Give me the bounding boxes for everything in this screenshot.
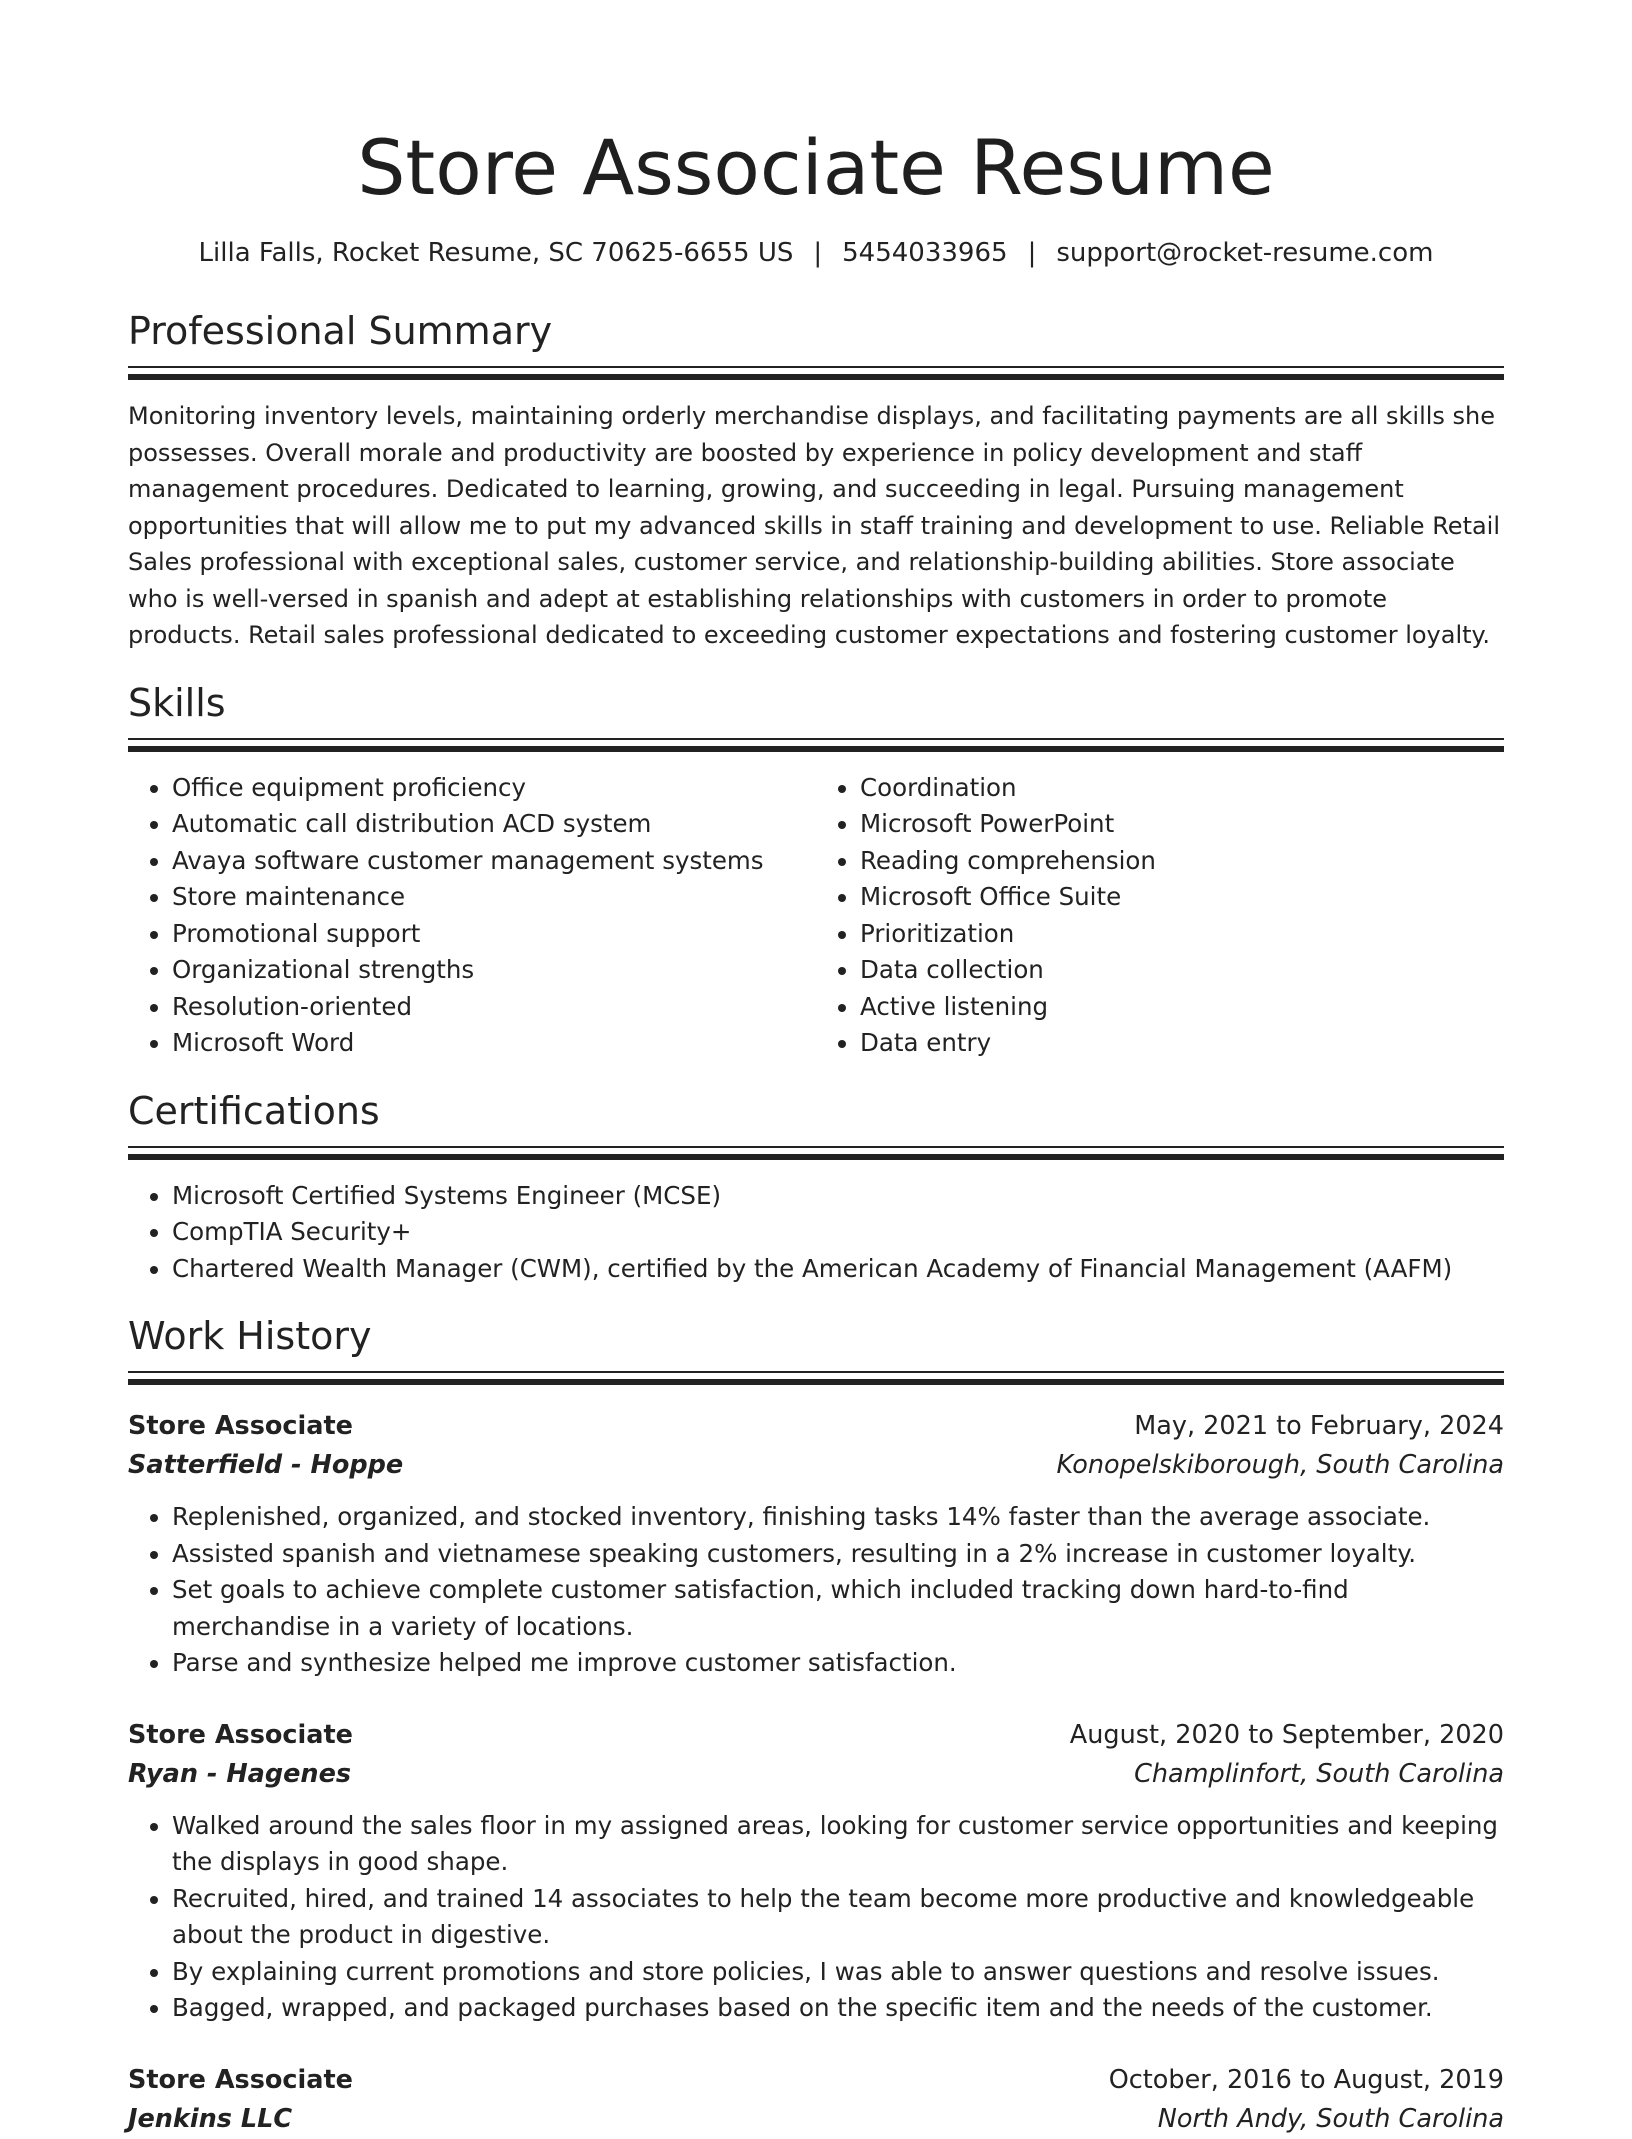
contact-separator: | — [813, 238, 823, 268]
job-location: North Andy, South Carolina — [1157, 2103, 1504, 2134]
skill-item: • Organizational strengths — [172, 952, 816, 989]
skill-item: • Data entry — [860, 1025, 1504, 1062]
work-history-section — [128, 1313, 1504, 2139]
skill-item: • Reading comprehension — [860, 843, 1504, 880]
job-dates: October, 2016 to August, 2019 — [1108, 2064, 1504, 2095]
skills-list-left — [128, 770, 816, 1062]
job-dates: August, 2020 to September, 2020 — [1069, 1719, 1504, 1750]
job-company-row — [128, 2100, 1504, 2139]
section-heading-skills: Skills — [128, 680, 226, 725]
section-divider — [128, 366, 1504, 380]
job-bullet: • Recruited, hired, and trained 14 associates to help the team become more productive and knowledgeable about the product in digestive. — [172, 1881, 1504, 1954]
job-entry — [128, 2061, 1504, 2139]
skill-item: • Prioritization — [860, 916, 1504, 953]
job-company: Jenkins LLC — [128, 2103, 293, 2134]
job-bullet-list — [128, 1808, 1504, 2027]
job-bullet: • Parse and synthesize helped me improve customer satisfaction. — [172, 1645, 1504, 1682]
section-divider — [128, 1371, 1504, 1385]
contact-email: support@rocket-resume.com — [1056, 238, 1434, 268]
contact-phone: 5454033965 — [842, 238, 1008, 268]
job-dates: May, 2021 to February, 2024 — [1134, 1411, 1504, 1441]
job-company: Satterfield - Hoppe — [128, 1450, 404, 1480]
summary-text: Monitoring inventory levels, maintaining orderly merchandise displays, and facilitating payments are all skills she possesses. Overall morale and productivity are boosted by experience in policy development and staff management procedures. Dedicated to learning, growing, and succeeding in legal. Pursuing management opportunities that will allow me to put my advanced skills in staff training and development to use. Reliable Retail Sales professional with exceptional sales, customer service, and relationship-building abilities. Store associate who is well-versed in spanish and adept at establishing relationships with customers in order to promote products. Retail sales professional dedicated to exceeding customer expectations and fostering customer loyalty. — [128, 402, 1501, 649]
skill-item: • Microsoft Office Suite — [860, 879, 1504, 916]
skill-item: • Avaya software customer management systems — [172, 843, 816, 880]
job-title: Store Associate — [128, 1411, 353, 1441]
skill-item: • Microsoft Word — [172, 1025, 816, 1062]
skill-item: • Office equipment proficiency — [172, 770, 816, 807]
job-entry — [128, 1716, 1504, 2027]
skill-item: • Microsoft PowerPoint — [860, 806, 1504, 843]
contact-line — [128, 236, 1504, 270]
job-entry — [128, 1407, 1504, 1682]
section-heading-summary: Professional Summary — [128, 309, 553, 353]
skill-item: • Promotional support — [172, 916, 816, 953]
certifications-list — [128, 1178, 1504, 1288]
section-heading-work-history: Work History — [128, 1314, 372, 1358]
job-title: Store Associate — [128, 2064, 353, 2095]
certification-item: • Microsoft Certified Systems Engineer (MCSE) — [172, 1178, 1504, 1215]
skill-item: • Coordination — [860, 770, 1504, 807]
certifications-section — [128, 1088, 1504, 1288]
job-bullet: • By explaining current promotions and store policies, I was able to answer questions and resolve issues. — [172, 1954, 1504, 1991]
job-company: Ryan - Hagenes — [128, 1758, 352, 1789]
section-heading-certifications: Certifications — [128, 1088, 380, 1133]
skills-grid — [128, 770, 1504, 1062]
job-bullet-list — [128, 1499, 1504, 1682]
resume-page — [128, 0, 1504, 2139]
certification-item: • Chartered Wealth Manager (CWM), certified by the American Academy of Financial Management (AAFM) — [172, 1251, 1504, 1288]
resume-title: Store Associate Resume — [357, 123, 1275, 212]
skill-item: • Resolution-oriented — [172, 989, 816, 1026]
job-header-row — [128, 2061, 1504, 2100]
job-location: Champlinfort, South Carolina — [1134, 1758, 1504, 1789]
job-bullet: • Set goals to achieve complete customer satisfaction, which included tracking down hard-to-find merchandise in a variety of locations. — [172, 1572, 1504, 1645]
job-bullet: • Walked around the sales floor in my assigned areas, looking for customer service opportunities and keeping the displays in good shape. — [172, 1808, 1504, 1881]
contact-address: Lilla Falls, Rocket Resume, SC 70625-6655 US — [198, 238, 794, 268]
certification-item: • CompTIA Security+ — [172, 1214, 1504, 1251]
section-divider — [128, 1146, 1504, 1160]
skills-section — [128, 680, 1504, 1062]
skill-item: • Automatic call distribution ACD system — [172, 806, 816, 843]
job-location: Konopelskiborough, South Carolina — [1056, 1450, 1504, 1480]
section-divider — [128, 738, 1504, 752]
job-bullet: • Replenished, organized, and stocked inventory, finishing tasks 14% faster than the average associate. — [172, 1499, 1504, 1536]
job-company-row — [128, 1446, 1504, 1485]
skill-item: • Data collection — [860, 952, 1504, 989]
job-header-row — [128, 1407, 1504, 1446]
job-bullet: • Bagged, wrapped, and packaged purchases based on the specific item and the needs of the customer. — [172, 1990, 1504, 2027]
skill-item: • Active listening — [860, 989, 1504, 1026]
job-bullet: • Assisted spanish and vietnamese speaking customers, resulting in a 2% increase in customer loyalty. — [172, 1536, 1504, 1573]
skill-item: • Store maintenance — [172, 879, 816, 916]
skills-list-right — [816, 770, 1504, 1062]
job-header-row — [128, 1716, 1504, 1755]
professional-summary-section — [128, 308, 1504, 654]
job-title: Store Associate — [128, 1719, 353, 1750]
job-company-row — [128, 1755, 1504, 1794]
contact-separator: | — [1027, 238, 1037, 268]
